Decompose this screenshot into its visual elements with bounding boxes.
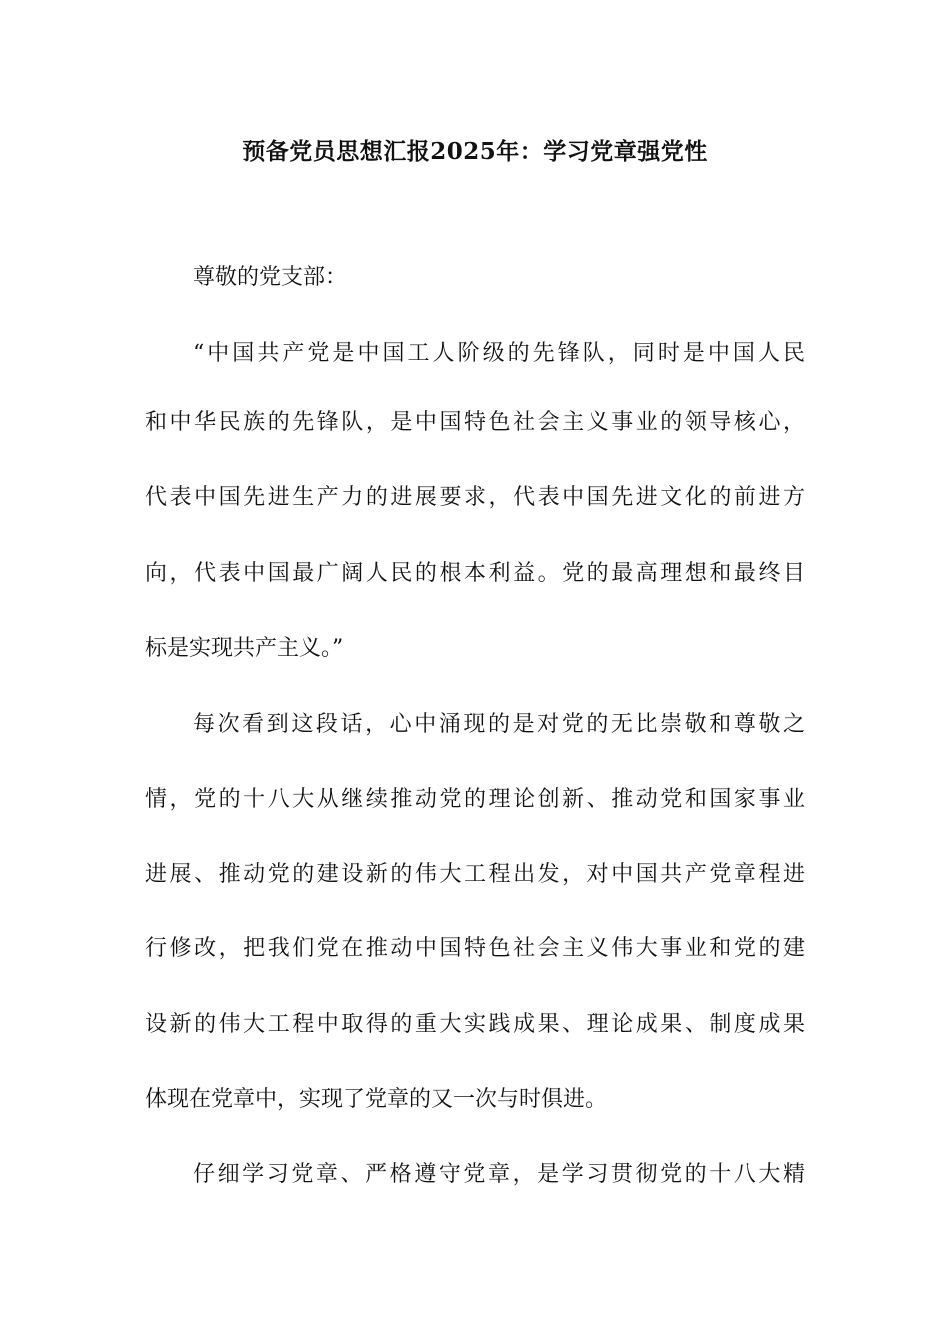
- paragraph-1-line-4: 向，代表中国最广阔人民的根本利益。党的最高理想和最终目: [145, 561, 805, 586]
- paragraph-1-line-3: 代表中国先进生产力的进展要求，代表中国先进文化的前进方: [145, 485, 805, 510]
- paragraph-1-line-5: 标是实现共产主义。”: [145, 636, 344, 661]
- paragraph-1-line-2: 和中华民族的先锋队，是中国特色社会主义事业的领导核心，: [145, 410, 805, 435]
- paragraph-2-line-4: 行修改，把我们党在推动中国特色社会主义伟大事业和党的建: [145, 936, 805, 961]
- paragraph-2-line-5: 设新的伟大工程中取得的重大实践成果、理论成果、制度成果: [145, 1012, 805, 1037]
- paragraph-2-line-1: 每次看到这段话，心中涌现的是对党的无比崇敬和尊敬之: [193, 712, 805, 737]
- paragraph-2-line-3: 进展、推动党的建设新的伟大工程出发，对中国共产党章程进: [145, 862, 805, 887]
- paragraph-3-line-1: 仔细学习党章、严格遵守党章，是学习贯彻党的十八大精: [193, 1162, 805, 1187]
- salutation: 尊敬的党支部：: [193, 265, 348, 290]
- paragraph-2-line-2: 情，党的十八大从继续推动党的理论创新、推动党和国家事业: [145, 787, 805, 812]
- paragraph-2-line-6: 体现在党章中，实现了党章的又一次与时俱进。: [145, 1087, 608, 1112]
- document-title: 预备党员思想汇报2025年：学习党章强党性: [242, 138, 708, 165]
- paragraph-1-line-1: “中国共产党是中国工人阶级的先锋队，同时是中国人民: [193, 341, 805, 366]
